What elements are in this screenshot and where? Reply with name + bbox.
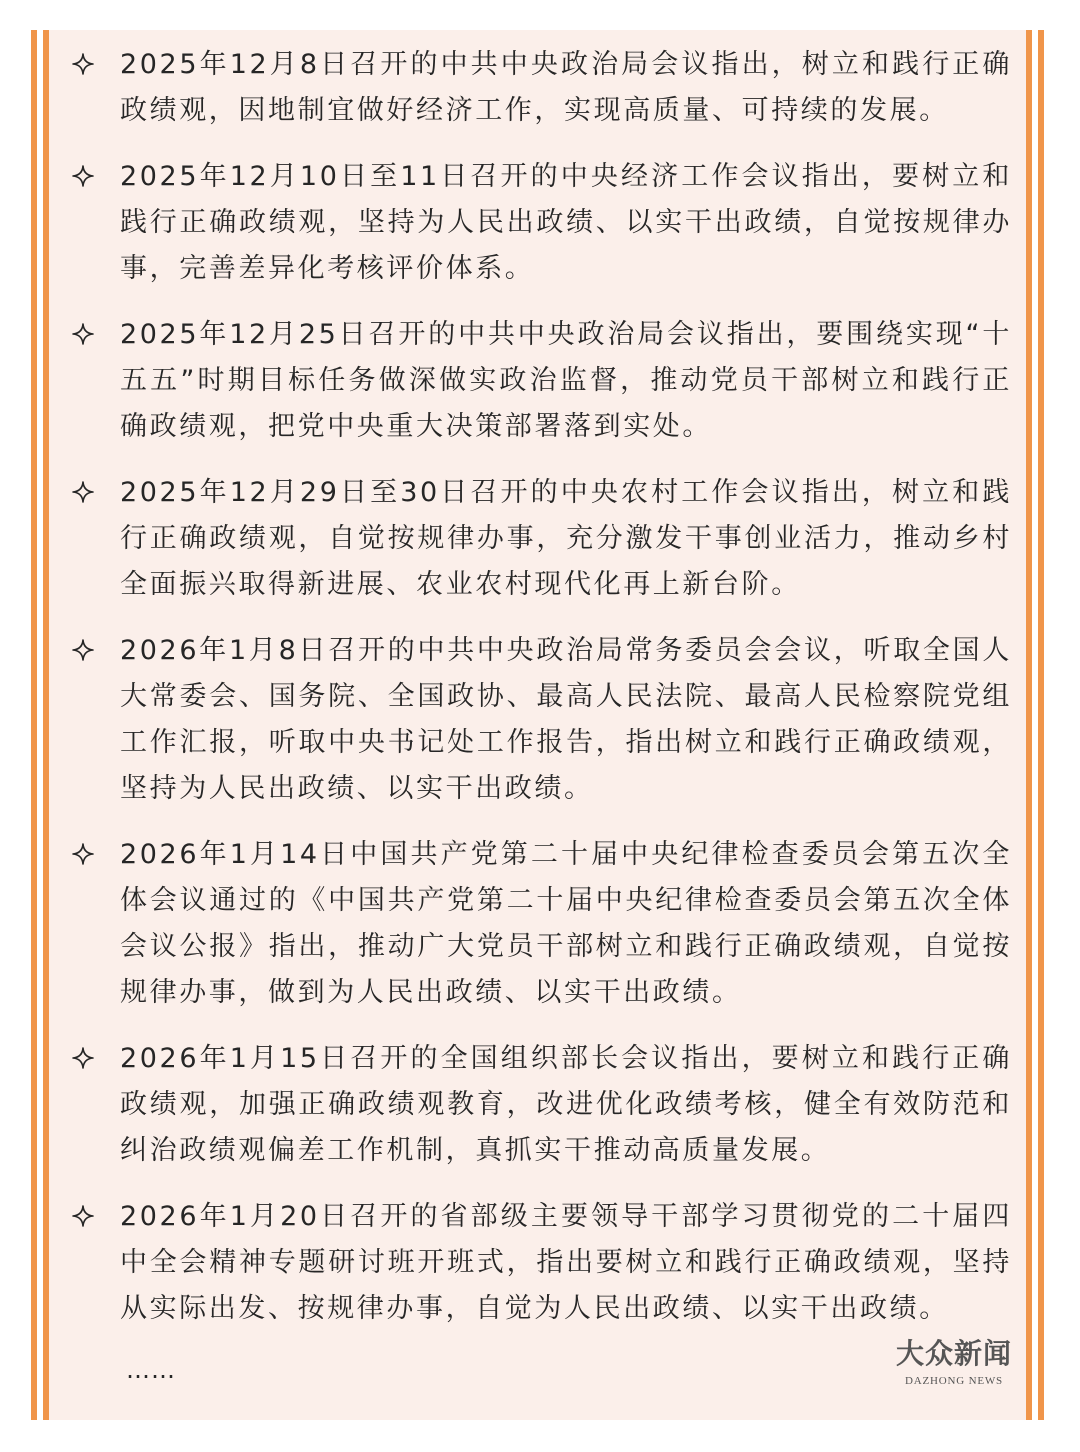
four-point-star-icon bbox=[72, 323, 94, 345]
left-inner-stripe bbox=[43, 30, 49, 1420]
logo-english-text: DAZHONG NEWS bbox=[905, 1375, 1003, 1387]
left-outer-stripe bbox=[31, 30, 37, 1420]
list-item-text: 2025年12月29日至30日召开的中央农村工作会议指出，树立和践行正确政绩观，自觉按规律办事，充分激发干事创业活力，推动乡村全面振兴取得新进展、农业农村现代化再上新台阶。 bbox=[120, 477, 1012, 600]
list-item-text: 2026年1月14日中国共产党第二十届中央纪律检查委员会第五次全体会议通过的《中国共产党第二十届中央纪律检查委员会第五次全体会议公报》指出，推动广大党员干部树立和践行正确政绩观，自觉按规律办事，做到为人民出政绩、以实干出政绩。 bbox=[120, 839, 1012, 1008]
four-point-star-icon bbox=[72, 1047, 94, 1069]
ellipsis: …… bbox=[126, 1356, 176, 1384]
list-item-text: 2026年1月20日召开的省部级主要领导干部学习贯彻党的二十届四中全会精神专题研讨班开班式，指出要树立和践行正确政绩观，坚持从实际出发、按规律办事，自觉为人民出政绩、以实干出政绩。 bbox=[120, 1201, 1012, 1324]
four-point-star-icon bbox=[72, 1205, 94, 1227]
four-point-star-icon bbox=[72, 165, 94, 187]
four-point-star-icon bbox=[72, 639, 94, 661]
right-inner-stripe bbox=[1026, 30, 1032, 1420]
list-item-text: 2026年1月8日召开的中共中央政治局常务委员会会议，听取全国人大常委会、国务院、全国政协、最高人民法院、最高人民检察院党组工作汇报，听取中央书记处工作报告，指出树立和践行正确政绩观，坚持为人民出政绩、以实干出政绩。 bbox=[120, 635, 1012, 804]
list-item bbox=[72, 470, 1012, 608]
list-item bbox=[72, 1036, 1012, 1174]
list-item bbox=[72, 832, 1012, 1016]
list-item bbox=[72, 312, 1012, 450]
right-outer-stripe bbox=[1038, 30, 1044, 1420]
four-point-star-icon bbox=[72, 53, 94, 75]
list-item bbox=[72, 154, 1012, 292]
timeline-list bbox=[72, 42, 1012, 1390]
four-point-star-icon bbox=[72, 843, 94, 865]
list-item bbox=[72, 42, 1012, 134]
four-point-star-icon bbox=[72, 481, 94, 503]
list-item-text: 2025年12月10日至11日召开的中央经济工作会议指出，要树立和践行正确政绩观，坚持为人民出政绩、以实干出政绩，自觉按规律办事，完善差异化考核评价体系。 bbox=[120, 161, 1012, 284]
list-item-text: 2025年12月25日召开的中共中央政治局会议指出，要围绕实现“十五五”时期目标任务做深做实政治监督，推动党员干部树立和践行正确政绩观，把党中央重大决策部署落到实处。 bbox=[120, 319, 1012, 442]
list-item-text: 2025年12月8日召开的中共中央政治局会议指出，树立和践行正确政绩观，因地制宜做好经济工作，实现高质量、可持续的发展。 bbox=[120, 49, 1012, 126]
list-item-text: 2026年1月15日召开的全国组织部长会议指出，要树立和践行正确政绩观，加强正确政绩观教育，改进优化政绩考核，健全有效防范和纠治政绩观偏差工作机制，真抓实干推动高质量发展。 bbox=[120, 1043, 1012, 1166]
list-item bbox=[72, 628, 1012, 812]
list-item bbox=[72, 1194, 1012, 1332]
logo-chinese-text: 大众新闻 bbox=[895, 1337, 1012, 1370]
dazhong-news-watermark-logo bbox=[886, 1336, 1022, 1396]
